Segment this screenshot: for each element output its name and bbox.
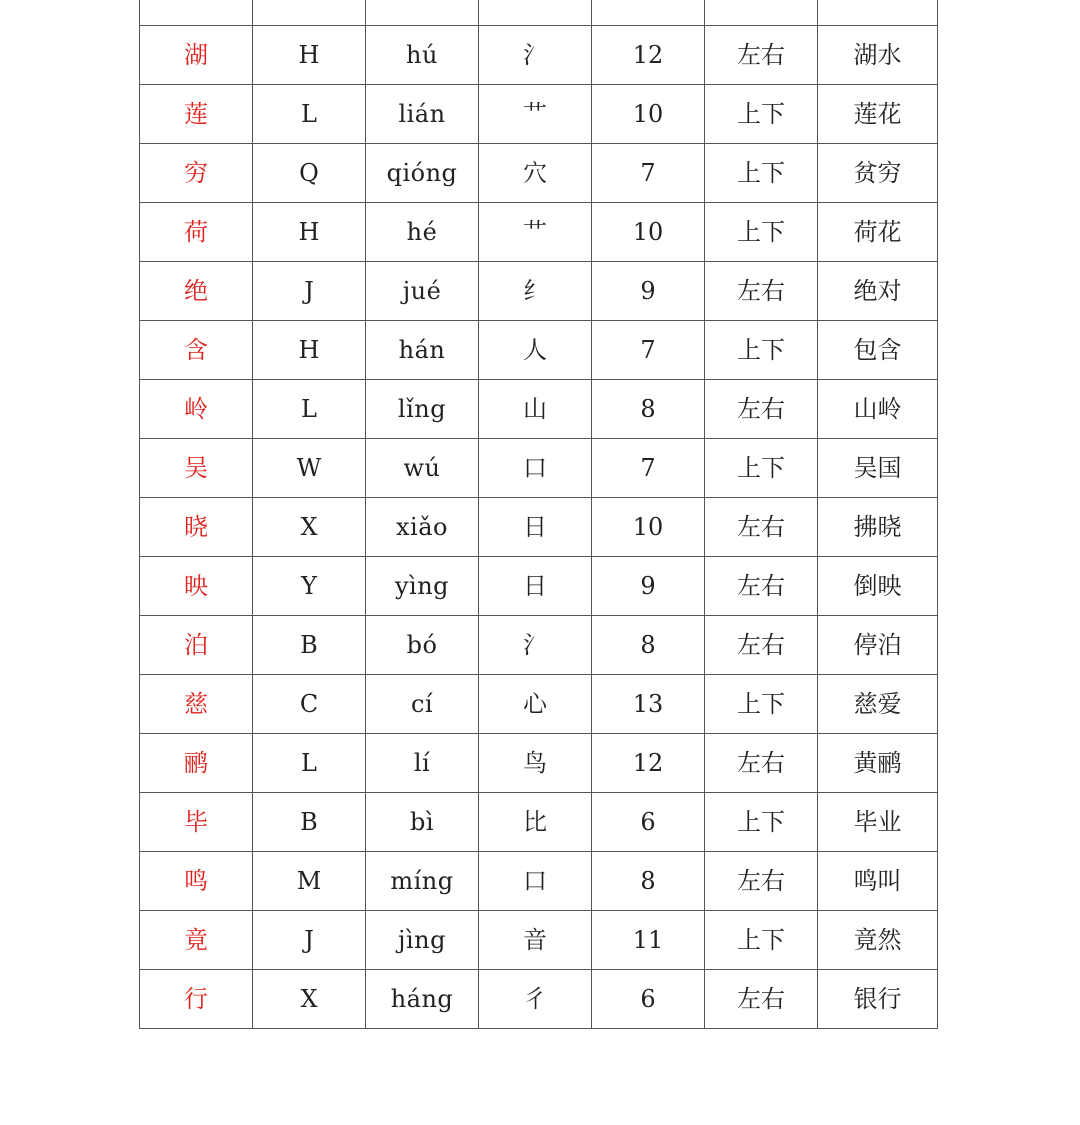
table-row (140, 439, 938, 498)
cell-radical: 氵 (479, 616, 592, 675)
cell-pinyin: hú (366, 26, 479, 85)
cell-pinyin: bó (366, 616, 479, 675)
header-cell-char (140, 0, 253, 26)
table-row (140, 26, 938, 85)
table-row (140, 557, 938, 616)
cell-letter: J (253, 911, 366, 970)
table-row (140, 911, 938, 970)
header-cell-radical (479, 0, 592, 26)
table-row (140, 675, 938, 734)
cell-strokes: 11 (592, 911, 705, 970)
cell-pinyin: xiǎo (366, 498, 479, 557)
cell-word: 停泊 (818, 616, 938, 675)
cell-word: 慈爱 (818, 675, 938, 734)
cell-strokes: 7 (592, 321, 705, 380)
cell-char: 吴 (140, 439, 253, 498)
table-row (140, 262, 938, 321)
cell-word: 贫穷 (818, 144, 938, 203)
cell-structure: 左右 (705, 498, 818, 557)
table-row (140, 321, 938, 380)
cell-pinyin: lí (366, 734, 479, 793)
cell-strokes: 8 (592, 380, 705, 439)
cell-radical: 穴 (479, 144, 592, 203)
cell-strokes: 12 (592, 734, 705, 793)
cell-letter: L (253, 734, 366, 793)
cell-pinyin: jué (366, 262, 479, 321)
cell-strokes: 12 (592, 26, 705, 85)
table-row (140, 970, 938, 1029)
cell-word: 荷花 (818, 203, 938, 262)
table-row (140, 498, 938, 557)
cell-strokes: 10 (592, 85, 705, 144)
cell-structure: 左右 (705, 616, 818, 675)
cell-radical: 心 (479, 675, 592, 734)
cell-word: 竟然 (818, 911, 938, 970)
cell-letter: B (253, 616, 366, 675)
cell-word: 鸣叫 (818, 852, 938, 911)
cell-pinyin: míng (366, 852, 479, 911)
header-cell-letter (253, 0, 366, 26)
cell-radical: 音 (479, 911, 592, 970)
cell-strokes: 10 (592, 203, 705, 262)
cell-char: 鹂 (140, 734, 253, 793)
cell-char: 荷 (140, 203, 253, 262)
cell-structure: 左右 (705, 970, 818, 1029)
cell-structure: 上下 (705, 203, 818, 262)
table-row (140, 380, 938, 439)
cell-radical: 口 (479, 439, 592, 498)
cell-structure: 上下 (705, 675, 818, 734)
cell-letter: W (253, 439, 366, 498)
cell-radical: 日 (479, 557, 592, 616)
table-row (140, 203, 938, 262)
cell-char: 映 (140, 557, 253, 616)
cell-word: 银行 (818, 970, 938, 1029)
cell-word: 毕业 (818, 793, 938, 852)
cell-char: 行 (140, 970, 253, 1029)
cell-radical: 纟 (479, 262, 592, 321)
cell-letter: H (253, 26, 366, 85)
cell-word: 黄鹂 (818, 734, 938, 793)
cell-word: 山岭 (818, 380, 938, 439)
table-row (140, 616, 938, 675)
cell-strokes: 9 (592, 262, 705, 321)
cell-structure: 左右 (705, 734, 818, 793)
cell-structure: 左右 (705, 26, 818, 85)
header-cell-structure (705, 0, 818, 26)
cell-char: 慈 (140, 675, 253, 734)
cell-pinyin: lǐng (366, 380, 479, 439)
cell-word: 莲花 (818, 85, 938, 144)
cell-strokes: 8 (592, 852, 705, 911)
cell-radical: 氵 (479, 26, 592, 85)
cell-structure: 上下 (705, 321, 818, 380)
cell-strokes: 13 (592, 675, 705, 734)
cell-word: 包含 (818, 321, 938, 380)
cell-pinyin: qióng (366, 144, 479, 203)
header-cell-pinyin (366, 0, 479, 26)
cell-strokes: 6 (592, 970, 705, 1029)
cell-radical: 山 (479, 380, 592, 439)
cell-letter: X (253, 498, 366, 557)
cell-word: 倒映 (818, 557, 938, 616)
cell-letter: H (253, 203, 366, 262)
cell-word: 吴国 (818, 439, 938, 498)
cell-structure: 左右 (705, 380, 818, 439)
cell-structure: 上下 (705, 144, 818, 203)
table-row (140, 734, 938, 793)
table-row (140, 852, 938, 911)
cell-letter: L (253, 85, 366, 144)
cell-char: 岭 (140, 380, 253, 439)
cell-structure: 上下 (705, 439, 818, 498)
cell-radical: 比 (479, 793, 592, 852)
cell-letter: Q (253, 144, 366, 203)
cell-pinyin: jìng (366, 911, 479, 970)
cell-radical: 鸟 (479, 734, 592, 793)
cell-letter: L (253, 380, 366, 439)
cell-structure: 左右 (705, 852, 818, 911)
cell-pinyin: hé (366, 203, 479, 262)
cell-word: 绝对 (818, 262, 938, 321)
cell-char: 穷 (140, 144, 253, 203)
cell-letter: J (253, 262, 366, 321)
cell-char: 湖 (140, 26, 253, 85)
cell-letter: H (253, 321, 366, 380)
cell-pinyin: yìng (366, 557, 479, 616)
cell-strokes: 7 (592, 439, 705, 498)
cell-strokes: 10 (592, 498, 705, 557)
cell-pinyin: lián (366, 85, 479, 144)
cell-char: 泊 (140, 616, 253, 675)
cell-pinyin: hán (366, 321, 479, 380)
cell-radical: 彳 (479, 970, 592, 1029)
character-table (139, 0, 938, 1029)
cell-structure: 左右 (705, 557, 818, 616)
cell-letter: B (253, 793, 366, 852)
cell-pinyin: wú (366, 439, 479, 498)
cell-word: 拂晓 (818, 498, 938, 557)
cell-char: 莲 (140, 85, 253, 144)
cell-radical: 口 (479, 852, 592, 911)
cell-char: 含 (140, 321, 253, 380)
cell-structure: 上下 (705, 911, 818, 970)
cell-char: 毕 (140, 793, 253, 852)
cell-pinyin: háng (366, 970, 479, 1029)
cell-letter: Y (253, 557, 366, 616)
cell-radical: 日 (479, 498, 592, 557)
cell-letter: M (253, 852, 366, 911)
table-row (140, 144, 938, 203)
cell-char: 竟 (140, 911, 253, 970)
cell-radical: 人 (479, 321, 592, 380)
cell-char: 鸣 (140, 852, 253, 911)
cell-structure: 上下 (705, 793, 818, 852)
cell-strokes: 8 (592, 616, 705, 675)
cell-char: 绝 (140, 262, 253, 321)
cell-structure: 上下 (705, 85, 818, 144)
cell-radical: 艹 (479, 203, 592, 262)
table-row (140, 85, 938, 144)
cell-letter: X (253, 970, 366, 1029)
cell-word: 湖水 (818, 26, 938, 85)
table-row (140, 793, 938, 852)
cell-strokes: 7 (592, 144, 705, 203)
cell-pinyin: bì (366, 793, 479, 852)
cell-strokes: 6 (592, 793, 705, 852)
table-header-row (140, 0, 938, 26)
cell-radical: 艹 (479, 85, 592, 144)
cell-structure: 左右 (705, 262, 818, 321)
header-cell-word (818, 0, 938, 26)
cell-strokes: 9 (592, 557, 705, 616)
cell-letter: C (253, 675, 366, 734)
header-cell-strokes (592, 0, 705, 26)
cell-char: 晓 (140, 498, 253, 557)
cell-pinyin: cí (366, 675, 479, 734)
